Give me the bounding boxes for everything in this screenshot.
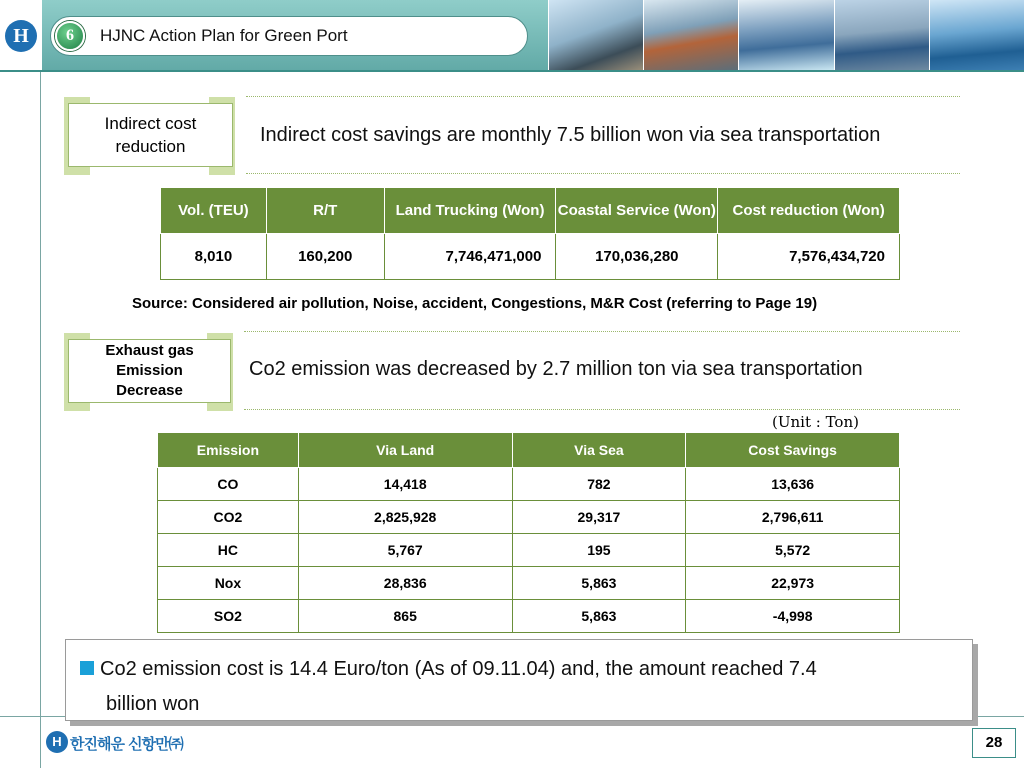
emission-table: [157, 432, 900, 633]
table-cell: HC: [158, 534, 299, 567]
table-cell: 5,767: [298, 534, 512, 567]
column-header: Via Sea: [512, 433, 686, 468]
table-cell: 7,576,434,720: [718, 234, 900, 280]
table-cell: SO2: [158, 600, 299, 633]
dotted-divider: [244, 409, 960, 410]
note-box: [65, 639, 973, 721]
column-header: R/T: [266, 188, 384, 234]
table-cell: 195: [512, 534, 686, 567]
table-cell: 5,863: [512, 600, 686, 633]
table-cell: 22,973: [686, 567, 900, 600]
container-ship-photo: [738, 0, 833, 70]
column-header: Cost reduction (Won): [718, 188, 900, 234]
port-gantry-photo: [643, 0, 738, 70]
table-cell: 8,010: [161, 234, 267, 280]
header-divider: [0, 70, 1024, 72]
section-number-badge: 6: [55, 21, 85, 51]
table-cell: 7,746,471,000: [384, 234, 556, 280]
note-line-1: [80, 652, 972, 687]
table-cell: 14,418: [298, 468, 512, 501]
section1-headline: Indirect cost savings are monthly 7.5 billion won via sea transportation: [260, 124, 881, 146]
table-header-row: [161, 188, 900, 234]
left-margin-line: [40, 72, 41, 768]
dotted-divider: [246, 173, 960, 174]
cost-reduction-table: [160, 187, 900, 280]
dotted-divider: [246, 96, 960, 97]
column-header: Emission: [158, 433, 299, 468]
section-label-exhaust-gas: Exhaust gas Emission Decrease: [68, 339, 231, 403]
header-photo-strip: [548, 0, 1024, 70]
table-cell: 5,572: [686, 534, 900, 567]
footer-logo-icon: H: [46, 731, 68, 753]
table-cell: Nox: [158, 567, 299, 600]
company-logo-icon: H: [5, 20, 37, 52]
table-row: [158, 534, 900, 567]
note-text-1: Co2 emission cost is 14.4 Euro/ton (As of 09.11.04) and, the amount reached 7.4: [100, 658, 817, 680]
table-cell: 160,200: [266, 234, 384, 280]
square-bullet-icon: [80, 661, 94, 675]
column-header: Land Trucking (Won): [384, 188, 556, 234]
table-cell: 13,636: [686, 468, 900, 501]
section2-headline: Co2 emission was decreased by 2.7 million ton via sea transportation: [249, 358, 863, 380]
footer-company-name: 한진해운 신항만㈜: [70, 735, 183, 753]
table-cell: CO: [158, 468, 299, 501]
note-line-2: billion won: [106, 693, 200, 715]
unit-label: (Unit : Ton): [772, 413, 859, 431]
table-header-row: [158, 433, 900, 468]
table-row: [158, 567, 900, 600]
source-note: Source: Considered air pollution, Noise, accident, Congestions, M&R Cost (referring to Page 19): [132, 295, 818, 312]
port-aerial-photo: [929, 0, 1024, 70]
column-header: Vol. (TEU): [161, 188, 267, 234]
column-header: Coastal Service (Won): [556, 188, 718, 234]
table-row: [158, 468, 900, 501]
table-row: [161, 234, 900, 280]
table-row: [158, 600, 900, 633]
table-cell: 782: [512, 468, 686, 501]
table-row: [158, 501, 900, 534]
column-header: Cost Savings: [686, 433, 900, 468]
table-cell: -4,998: [686, 600, 900, 633]
table-cell: 2,825,928: [298, 501, 512, 534]
section-label-indirect-cost: Indirect cost reduction: [68, 103, 233, 167]
table-cell: 28,836: [298, 567, 512, 600]
column-header: Via Land: [298, 433, 512, 468]
table-cell: 5,863: [512, 567, 686, 600]
table-cell: 2,796,611: [686, 501, 900, 534]
table-cell: 865: [298, 600, 512, 633]
slide-title: HJNC Action Plan for Green Port: [100, 26, 348, 45]
bridge-photo: [834, 0, 929, 70]
table-cell: CO2: [158, 501, 299, 534]
container-crane-photo: [548, 0, 643, 70]
table-cell: 170,036,280: [556, 234, 718, 280]
table-cell: 29,317: [512, 501, 686, 534]
slide-header: [0, 0, 1024, 72]
dotted-divider: [244, 331, 960, 332]
page-number: 28: [972, 728, 1016, 758]
